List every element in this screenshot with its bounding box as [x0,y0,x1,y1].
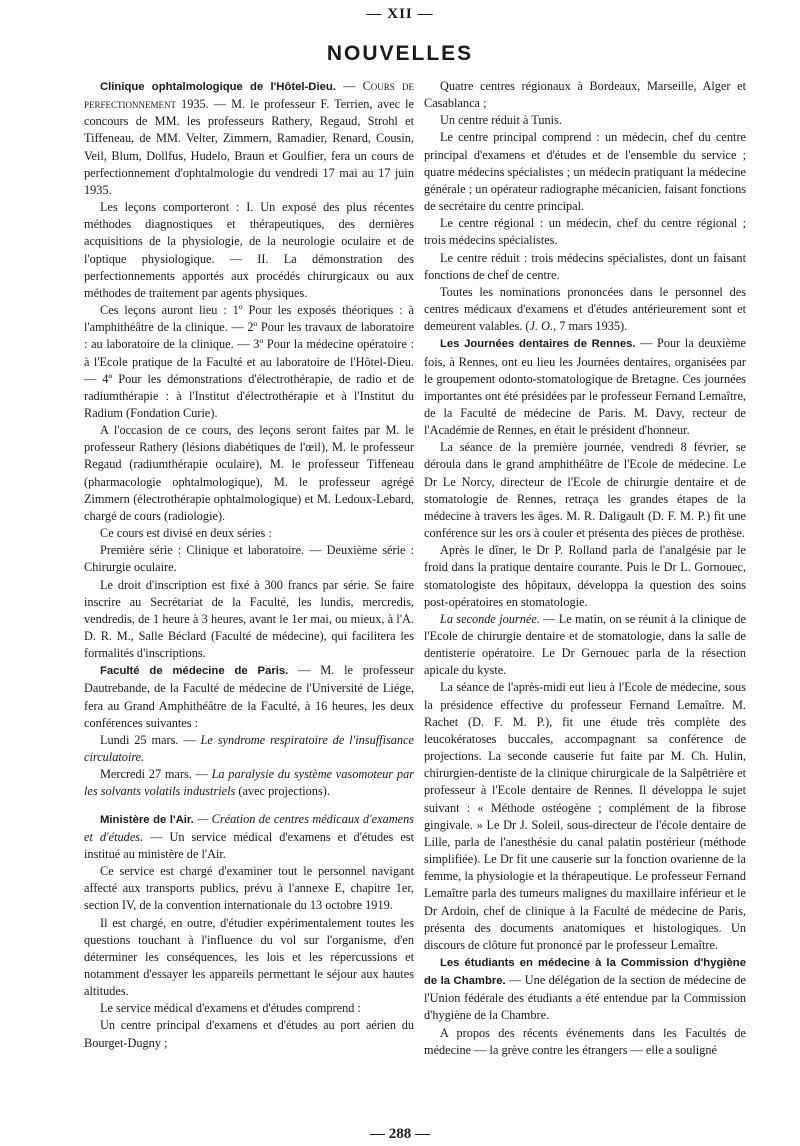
text-run: — Cours de perfectionnement [84,79,414,112]
article-heading: Les Journées dentaires de Rennes. [440,338,636,351]
paragraph: Après le dîner, le Dr P. Rolland parla de l'analgésie par le froid dans la pratique dentaire courante. Puis le Dr L. Gornouec, stomatologiste des hôpitaux, développa la question des soins post-opératoires en stomatologie. [424,543,746,609]
right-column [424,78,746,1059]
paragraph [424,954,746,1025]
paragraph [84,662,414,732]
paragraph: A propos des récents événements dans les Facultés de médecine — la grève contre les étrangers — elle a souligné [424,1025,746,1057]
paragraph [84,811,414,863]
paragraph [424,335,746,439]
paragraph: Le centre principal comprend : un médecin, chef du centre principal d'examens et d'études et de l'ensemble du service ; quatre médecins spécialistes ; un médecin pratiquant la médecine générale ; un opérateur radiographe mécanicien, faisant fonctions de secrétaire du centre principal. [424,130,746,214]
paragraph: Quatre centres régionaux à Bordeaux, Marseille, Alger et Casablanca ; [424,79,746,111]
text-run: Le syndrome respiratoire de l'insuffisance circulatoire. [84,732,414,765]
text-run: J. O. [529,319,554,334]
paragraph [424,611,746,680]
text-run: , 7 mars 1935). [553,319,628,334]
paragraph [84,732,414,766]
paragraph: Ce service est chargé d'examiner tout le personnel navigant affecté aux transports publics, prévu à l'annexe E, chapitre 1er, section IV, de la convention internationale du 13 octobre 1919. [84,864,414,913]
paragraph: La séance de la première journée, vendredi 8 février, se déroula dans le grand amphithéâtre de l'Ecole de médecine. Le Dr Le Norcy, directeur de l'Ecole de chirurgie dentaire et de stomatologie de Rennes, retraça les grandes étapes de la médecine à travers les âges. M. R. Daligault (D. F. M. P.) fit une conférence sur les ors à couler et présenta des pièces de prothèse. [424,440,746,541]
paragraph [84,78,414,199]
paragraph: Ces leçons auront lieu : 1º Pour les exposés théoriques : à l'amphithéâtre de la clinique. — 2º Pour les travaux de laboratoire : au laboratoire de la clinique. — 3º Pour la médecine opératoire : à l'Ecole pratique de la Faculté et au laboratoire de l'Hôtel-Dieu. — 4º Pour les démonstrations d'électrothérapie, de radio et de radiumthérapie : à l'Institut d'électrothérapie et à l'Institut du Radium (Fondation Curie). [84,303,414,420]
article-heading: Ministère de l'Air. [100,813,194,826]
paragraph [84,766,414,800]
paragraph: La séance de l'après-midi eut lieu à l'Ecole de médecine, sous la présidence effective du professeur Fernand Lemaître. M. Rachet (D. F. M. P.), fit une étude très complète des leucokératoses buccales, accompagnant sa conférence de projections. La seconde causerie fut faite par M. Ch. Hulin, chirurgien-dentiste de la clinique chirurgicale de la Salpêtrière et professeur à l'Ecole dentaire de Rennes. Il développa le sujet suivant : « Méthode ostéogène ; complément de la fibrose gingivale. » Le Dr J. Soleil, sous-directeur de l'école dentaire de Lille, parla de l'anesthésie du canal palatin postérieur (méthode simplifiée). Le Dr fit une causerie sur la fonction ovarienne de la femme, la physiologie et la thérapeutique. Le professeur Fernand Lemaître parla des tumeurs malignes du maxillaire inférieur et le Dr Ardoin, chef de clinique à la Faculté de médecine de Paris, présenta des documents anatomiques et histologiques. Un discours de clôture fut prononcé par le professeur Lemaître. [424,680,746,952]
paragraph: Les leçons comporteront : I. Un exposé des plus récentes méthodes diagnostiques et thérapeutiques, des dernières acquisitions de la physiologie, de la neurologie oculaire et de l'optique physiologique. — II. La démonstration des perfectionnements apportés aux procédés chirurgicaux ou aux méthodes de traitement par agents physiques. [84,200,414,300]
text-run: Toutes les nominations prononcées dans le personnel des centres médicaux d'examens et d'études antérieurement sont et demeurent valables. ( [424,284,746,334]
text-run: — M. le professeur Dautrebande, de la Faculté de médecine de l'Université de Liége, fera au Grand Amphithéâtre de la Faculté, à 16 heures, les deux conférences suivantes : [84,663,414,730]
section-title: NOUVELLES [326,42,474,65]
text-run: Mercredi 27 mars. — [100,767,212,782]
paragraph: Un centre principal d'examens et d'études au port aérien du Bourget-Dugny ; [84,1018,414,1050]
paragraph: Le service médical d'examens et d'études comprend : [100,1001,361,1016]
paragraph: A l'occasion de ce cours, des leçons seront faites par M. le professeur Rathery (lésions diabétiques de l'œil), M. le professeur Regaud (radiumthérapie oculaire), M. le professeur Tiffeneau (pharmacologie ophtalmologique), M. le professeur agrégé Zimmern (électrothérapie ophtalmologique) et M. Ledoux-Lebard, chargé de cours (radiologie). [84,423,414,523]
text-run: 1935. — M. le professeur F. Terrien, avec le concours de MM. les professeurs Rathery, Regaud, Strohl et Tiffeneau, de MM. Velter, Zimmern, Ramadier, Renard, Cousin, Veil, Blum, Dollfus, Hudelo, Braun et Goulfier, fera un cours de perfectionnement d'ophtalmologie du vendredi 17 mai au 17 juin 1935. [84,97,414,197]
paragraph [424,284,746,335]
article-heading: Faculté de médecine de Paris. [100,665,289,678]
paragraph: Un centre réduit à Tunis. [440,113,562,128]
page-header: — XII — [366,6,434,22]
text-run: — Le matin, on se réunit à la clinique de l'Ecole de chirurgie dentaire et de stomatologie, dans la salle de dentisterie opératoire. Le Dr Gernouec parla de la résection apicale du kyste. [424,611,746,678]
paragraph: Le centre réduit : trois médecins spécialistes, dont un faisant fonctions de chef de centre. [424,250,746,282]
text-run: Lundi 25 mars. — [100,732,201,747]
text-run: La paralysie du système vasomoteur par les solvants volatils industriels [84,767,414,799]
text-run: — Pour la deuxième fois, à Rennes, ont eu lieu les Journées dentaires, organisées par le groupement odonto-stomatologique de Bretagne. Ces journées importantes ont été présidées par le professeur Fernand Lemaître, de la Faculté de médecine de Paris. M. Davy, recteur de l'Académie de Rennes, en était le président d'honneur. [424,336,747,438]
paragraph: Première série : Clinique et laboratoire. — Deuxième série : Chirurgie oculaire. [84,543,414,575]
text-run: La seconde journée. [440,611,540,626]
text-run: — Un service médical d'examens et d'études est institué au ministère de l'Air. [84,829,414,861]
spacer [84,801,414,811]
article-heading: Clinique ophtalmologique de l'Hôtel-Dieu. [100,81,336,93]
text-run: — Création de centres médicaux d'examens et d'études. [84,811,415,844]
article-heading: Les étudiants en médecine à la Commission d'hygiène de la Chambre. [424,956,746,988]
page-footer: — 288 — [370,1126,430,1142]
left-column [84,78,414,1052]
paragraph: Le centre régional : un médecin, chef du centre régional ; trois médecins spécialistes. [424,216,746,248]
text-run: (avec projections). [235,784,330,799]
paragraph: Ce cours est divisé en deux séries : [100,526,272,541]
text-run: — Une délégation de la section de médecine de l'Union fédérale des étudiants a été entendue par la Commission d'hygiène de la Chambre. [424,973,746,1023]
paragraph: Le droit d'inscription est fixé à 300 francs par série. Se faire inscrire au Secrétariat de la Faculté, les lundis, mercredis, vendredis, de 1 heure à 3 heures, avant le 1er mai, ou mieux, à l'A. D. R. M., Salle Béclard (Faculté de médecine), qui facilitera les formalités d'inscriptions. [84,577,414,661]
paragraph: Il est chargé, en outre, d'étudier expérimentalement toutes les questions touchant à l'influence du vol sur l'organisme, d'en déterminer les conséquences, les lois et les répercussions et notamment d'essayer les appareils permettant le séjour aux hautes altitudes. [84,915,414,999]
